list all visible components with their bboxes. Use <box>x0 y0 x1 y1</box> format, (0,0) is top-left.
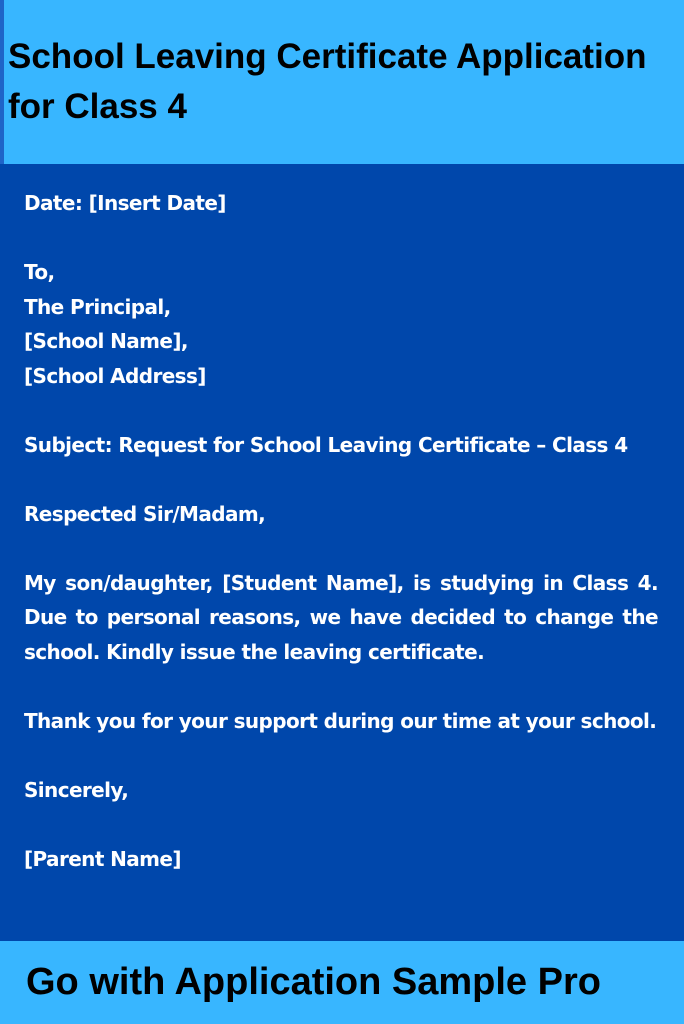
letter-school-name: [School Name], <box>24 329 188 353</box>
footer-banner <box>0 941 684 1024</box>
letter-paragraph-1: My son/daughter, [Student Name], is studying in Class 4. Due to personal reasons, we have decided to change the school. Kindly issue the leaving certificate. <box>24 570 658 664</box>
letter-paragraph-2: Thank you for your support during our time at your school. <box>24 708 657 733</box>
letter-body <box>24 186 658 876</box>
letter-to: To, <box>24 260 55 284</box>
letter-subject: Subject: Request for School Leaving Certificate – Class 4 <box>24 432 628 457</box>
letter-school-address: [School Address] <box>24 363 206 388</box>
letter-date: Date: [Insert Date] <box>24 191 226 215</box>
letter-salutation: Respected Sir/Madam, <box>24 501 266 526</box>
letter-signature: [Parent Name] <box>24 846 181 871</box>
header-banner <box>0 0 684 164</box>
page-title: School Leaving Certificate Application for Class 4 <box>8 37 647 126</box>
letter-closing: Sincerely, <box>24 777 129 802</box>
letter-recipient: The Principal, <box>24 294 171 319</box>
footer-tagline: Go with Application Sample Pro <box>26 961 601 1003</box>
